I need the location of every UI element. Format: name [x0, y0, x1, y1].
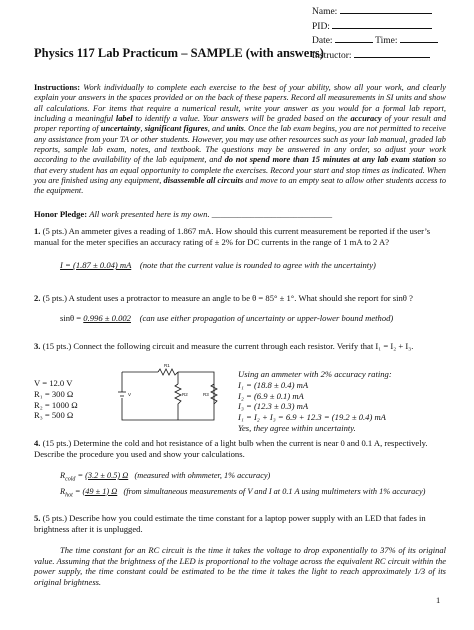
instructions-label: Instructions: [34, 83, 81, 92]
q5-answer: The time constant for an RC circuit is the time it takes the voltage to drop exponentially to 37% of its original value. Assuming that the brightness of the LED is proportional to the voltage across the equivalent RC circuit within the power supply, the time constant could be estimated to be the time it takes the light to reach approximately 1/3 of its original brightness. [34, 545, 446, 587]
question-5: 5. (5 pts.) Describe how you could estimate the time constant for a laptop power supply with an LED that fades in brightness after it is unplugged. [34, 513, 426, 534]
honor-pledge: Honor Pledge: All work presented here is my own. ____________________________ [34, 209, 333, 219]
q4-cold: $R_{cold} = (3.2 \pm 0.5)$ Ω (measured with ohmmeter, 1% accuracy) [60, 471, 271, 483]
name-field[interactable]: Name: [312, 4, 438, 19]
date-time-field[interactable]: Date: Time: [312, 33, 438, 48]
question-1: 1. (5 pts.) An ammeter gives a reading of 1.867 mA. How should this current measurement be reported if the user’s manual for the meter specifies an accuracy rating of ± 2% for DC currents in the range of 1 mA to 2 A? [34, 226, 431, 247]
q4-answers [60, 470, 425, 501]
question-4: 4. (15 pts.) Determine the cold and hot resistance of a light bulb when the current is near 0 and 0.1 A, respectively. Describe the procedure you used and show your calculations. [34, 438, 428, 459]
q3-answers: Using an ammeter with 2% accuracy rating: I₁ = (18.8 ± 0.4) mA I₂ = (6.9 ± 0.1) mA I₃ = (12.3 ± 0.3) mA I₁ = I₂ + I₃ = 6.9 + 12.3 = (19.2 ± 0.4) mA Yes, they agree within uncertainty. [238, 369, 392, 433]
q2-answer: sinθ = 0.996 ± 0.002 (can use either propagation of uncertainty or upper-lower bound method) [60, 313, 394, 323]
question-2: 2. (5 pts.) A student uses a protractor to measure an angle to be θ = 85° ± 1°. What should she report for sinθ ? [34, 293, 413, 303]
page-title: Physics 117 Lab Practicum – SAMPLE (with answers) [34, 46, 324, 60]
page-number: 1 [436, 595, 441, 605]
instructions-block: Instructions: Work individually to complete each exercise to the best of your ability, show all your work, and clearly explain your answers in the spaces provided or on the back of these papers. Record all measurements in SI units and show all calculations. For items that require a numerical result, write your answer as you would for a formal lab report, including a meaningful label to identify a value. Your answers will be graded based on the accuracy of your result and proper reporting of uncertainty, significant figures, and units. Once the lab exam begins, you are not permitted to receive any assistance from your TA or other students. However, you may use other resources such as your lab manual, graded lab reports, sample lab exam, notes, and textbook. The questions may be answered in any order, so adjust your work according to the availability of the lab equipment, and do not spend more than 15 minutes at any lab exam station so that every student has an equal opportunity to complete the exercises. Record your start and stop times as indicated. When you are finished using any equipment, disassemble all circuits and move to an empty seat to allow other students access to the equipment. [34, 83, 447, 196]
header-fields [312, 4, 438, 62]
r2-label: R2 [182, 392, 188, 397]
q4-hot: $R_{hot} = (49 \pm 1)$ Ω (from simultaneous measurements of V and I at 0.1 A using multimeters with 1% accuracy) [60, 486, 426, 499]
pid-field[interactable]: PID: [312, 19, 438, 34]
v-label: V [128, 392, 132, 397]
question-3: 3. (15 pts.) Connect the following circuit and measure the current through each resistor. Verify that I₁ = I₂ + I₃. [34, 341, 414, 351]
instructor-field[interactable]: Instructor: [312, 48, 438, 63]
r3-label: R3 [203, 392, 209, 397]
q1-answer: I = (1.87 ± 0.04) mA (note that the current value is rounded to agree with the uncertainty) [60, 260, 376, 270]
circuit-diagram [118, 362, 226, 430]
q3-givens: V = 12.0 V R₁ = 300 Ω R₂ = 1000 Ω R₃ = 500 Ω [34, 378, 78, 421]
r1-label: R1 [164, 363, 170, 368]
